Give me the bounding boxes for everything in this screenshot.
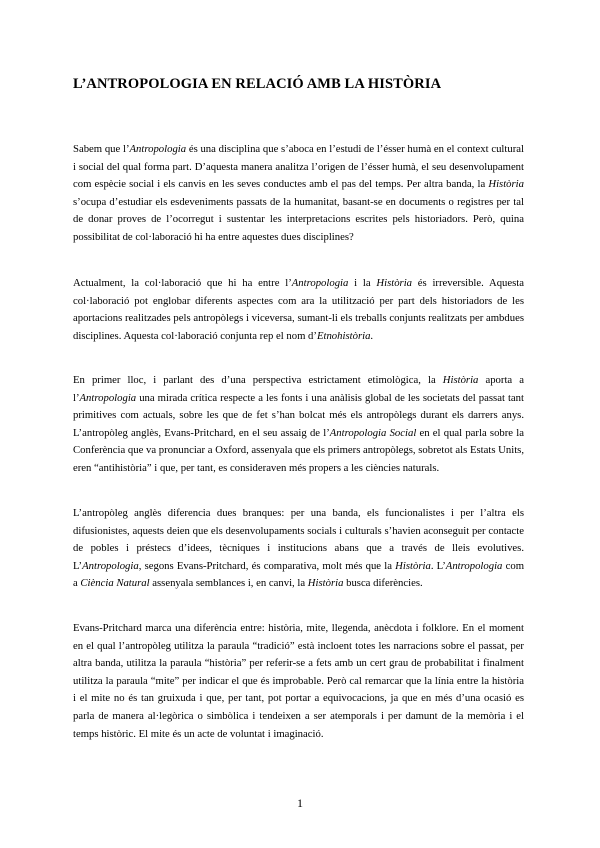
paragraph (73, 372, 524, 478)
italic-term: Antropologia (82, 559, 139, 572)
paragraph (73, 505, 524, 593)
text-run: L’antropòleg anglès diferencia dues branques: per una banda, els funcionalistes i per l’altra els difusionistes, aquests deien que els desenvolupaments socials i culturals s’havien aconseguit per contacte de pobles i préstecs d’idees, tècniques i institucions abans que a través de lleis evolutives. L’ (73, 507, 524, 572)
text-run: Evans-Pritchard marca una diferència entre: història, mite, llegenda, anècdota i folklore. En el moment en el qual l’antropòleg utilitza la paraula “tradició” està incloent totes les narracions sobre el passat, per altra banda, utilitza la paraula “història” per referir-se a fets amb un cert grau de probabilitat i finalment utilitza la paraula “mite” per indicar el que és improbable. Però cal remarcar que la línia entre la història i el mite no és tan gruixuda i que, per tant, pot portar a equivocacions, ja que en més d’una ocasió es parla de manera al·legòrica o simbòlica i tendeixen a ser atemporals i per damunt de la memòria i el temps històric. El mite és un acte de voluntat i imaginació. (73, 622, 524, 740)
paragraph (73, 620, 524, 743)
italic-term: Antropologia (129, 143, 187, 155)
text-run: una mirada crítica respecte a les fonts i una anàlisis global de les societats del passat tant primitives com actuals, sobre les que de fet s’han bolcat més els antropòlegs durant els darrers anys. L’antropòleg anglès, Evans-Pritchard, en el seu assaig de l’ (73, 391, 524, 439)
paragraph (73, 275, 524, 345)
italic-term: Història (307, 577, 344, 590)
italic-term: Antropologia (291, 277, 349, 289)
text-run: , segons Evans-Pritchard, és comparativa, molt més que la (138, 559, 396, 572)
text-run: i la (348, 277, 377, 289)
text-run: Actualment, la col·laboració que hi ha entre l’ (73, 277, 292, 289)
text-run: aporta a l’ (73, 374, 524, 404)
paragraph (73, 141, 524, 247)
text-run: és una disciplina que s’aboca en l’estudi de l’ésser humà en el context cultural i social del qual forma part. D’aquesta manera analitza l’origen de l’ésser humà, el seu desenvolupament com espècie social i els canvis en les seves conductes amb el pas del temps. Per altra banda, la (73, 143, 524, 191)
text-run: . (370, 329, 374, 342)
italic-term: Història (376, 277, 413, 289)
italic-term: Antropologia (79, 391, 137, 404)
text-run: busca diferències. (343, 577, 423, 590)
text-run: s’ocupa d’estudiar els esdeveniments passats de la humanitat, basant-se en documents o registres per tal de donar proves de l’ocorregut i sustentar les interpretacions escrites pels historiadors. Però, quina possibilitat de col·laboració hi ha entre aquestes dues disciplines? (73, 195, 524, 243)
text-run: en el qual parla sobre la Conferència que va pronunciar a Oxford, assenyala que els primers antropòlegs, sobretot als Estats Units, eren “antihistòria” i que, per tant, es consideraven més propers a les ciències naturals. (73, 426, 524, 474)
italic-term: Història (488, 178, 524, 191)
text-run: Sabem que l’ (73, 143, 130, 155)
text-run: En primer lloc, i parlant des d’una perspectiva estrictament etimològica, la (73, 374, 443, 386)
text-run: assenyala semblances i, en canvi, la (149, 577, 308, 590)
italic-term: Història (442, 374, 479, 386)
italic-term: Història (395, 559, 431, 572)
text-run: com a (73, 559, 525, 590)
text-run: és irreversible. Aquesta col·laboració pot englobar diferents aspectes com ara la utilització per part dels historiadors de les aportacions realitzades pels antropòlegs i viceversa, sumant-li els treballs conjunts realitzats per ambdues disciplines. Aquesta col·laboració conjunta rep el nom d’ (73, 277, 525, 342)
text-run: . L’ (430, 559, 446, 572)
page-title: L’ANTROPOLOGIA EN RELACIÓ AMB LA HISTÒRIA (73, 76, 442, 92)
italic-term: Etnohistòria (316, 329, 371, 342)
italic-term: Antropologia (445, 559, 503, 572)
italic-term: Antropologia Social (329, 426, 417, 439)
italic-term: Ciència Natural (80, 577, 150, 590)
page-number: 1 (297, 796, 303, 810)
